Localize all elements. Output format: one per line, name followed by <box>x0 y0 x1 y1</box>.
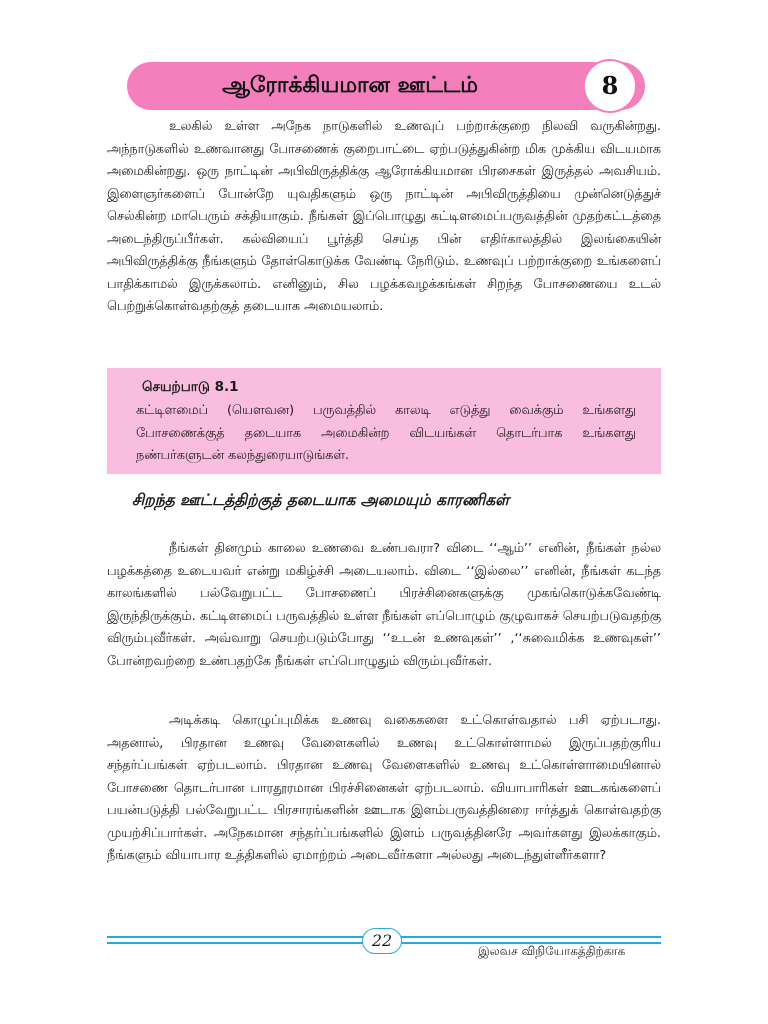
intro-paragraph: உலகில் உள்ள அநேக நாடுகளில் உணவுப் பற்றாக்குறை நிலவி வருகின்றது. அந்நாடுகளில் உணவானது போசணைக் குறைபாட்டை ஏற்படுத்துகின்ற மிக முக்கிய விடயமாக அமைகின்றது. ஒரு நாட்டின் அபிவிருத்திக்கு ஆரோக்கியமான பிரசைகள் இருத்தல் அவசியம். இளைஞர்களைப் போன்றே யுவதிகளும் ஒரு நாட்டின் அபிவிருத்தியை முன்னெடுத்துச் செல்கின்ற மாபெரும் சக்தியாகும். நீங்கள் இப்பொழுது கட்டிளமைப்பருவத்தின் முதற்கட்டத்தை அடைந்திருப்பீர்கள். கல்வியைப் பூர்த்தி செய்த பின் எதிர்காலத்தில் இலங்கையின் அபிவிருத்திக்கு நீங்களும் தோள்கொடுக்க வேண்டி நேரிடும். உணவுப் பற்றாக்குறை உங்களைப் பாதிக்காமல் இருக்கலாம். எனினும், சில பழக்கவழக்கங்கள் சிறந்த போசணையை உடல் பெற்றுக்கொள்வதற்குத் தடையாக அமையலாம். <box>107 119 661 314</box>
page-number: 22 <box>371 931 393 950</box>
activity-title: செயற்பாடு 8.1 <box>142 379 239 395</box>
activity-text: கட்டிளமைப் (யௌவன) பருவத்தில் காலடி எடுத்து வைக்கும் உங்களது போசணைக்குத் தடையாக அமைகின்ற விடயங்கள் தொடர்பாக உங்களது நண்பர்களுடன் கலந்துரையாடுங்கள். <box>136 403 636 463</box>
footer-note: இலவச விநியோகத்திற்காக <box>478 944 626 958</box>
chapter-title: ஆரோக்கியமான ஊட்டம் <box>222 73 478 98</box>
section-paragraph-1: நீங்கள் தினமும் காலை உணவை உண்பவரா? விடை ‘‘ஆம்’’ எனின், நீங்கள் நல்ல பழக்கத்தை உடையவர் என்று மகிழ்ச்சி அடையலாம். விடை ‘‘இல்லை’’ எனின், நீங்கள் கடந்த காலங்களில் பல்வேறுபட்ட போசணைப் பிரச்சினைகளுக்கு முகங்கொடுக்கவேண்டி இருந்திருக்கும். கட்டிளமைப் பருவத்தில் உள்ள நீங்கள் எப்பொழும் குழுவாகச் செயற்படுவதற்கு விரும்புவீர்கள். அவ்வாறு செயற்படும்போது ‘‘உடன் உணவுகள்’’ ,‘‘சுவைமிக்க உணவுகள்’’ போன்றவற்றை உண்பதற்கே நீங்கள் எப்பொழுதும் விரும்புவீர்கள். <box>107 541 661 669</box>
section-paragraph-2: அடிக்கடி கொழுப்புமிக்க உணவு வகைகளை உட்கொள்வதால் பசி ஏற்படாது. அதனால், பிரதான உணவு வேளைகளில் உணவு உட்கொள்ளாமல் இருப்பதற்குரிய சந்தர்ப்பங்கள் ஏற்படலாம். பிரதான உணவு வேளைகளில் உணவு உட்கொள்ளாமையினால் போசணை தொடர்பான பாரதூரமான பிரச்சினைகள் ஏற்படலாம். வியாபாரிகள் ஊடகங்களைப் பயன்படுத்தி பல்வேறுபட்ட பிரசாரங்களின் ஊடாக இளம்பருவத்தினரை ஈர்த்துக் கொள்வதற்கு முயற்சிப்பார்கள். அநேகமான சந்தர்ப்பங்களில் இளம் பருவத்தினரே அவர்களது இலக்காகும். நீங்களும் வியாபார உத்திகளில் ஏமாற்றம் அடைவீர்களா அல்லது அடைந்துள்ளீர்களா? <box>107 713 661 863</box>
section-heading: சிறந்த ஊட்டத்திற்குத் தடையாக அமையும் காரணிகள் <box>132 491 510 509</box>
chapter-number: 8 <box>601 71 619 100</box>
